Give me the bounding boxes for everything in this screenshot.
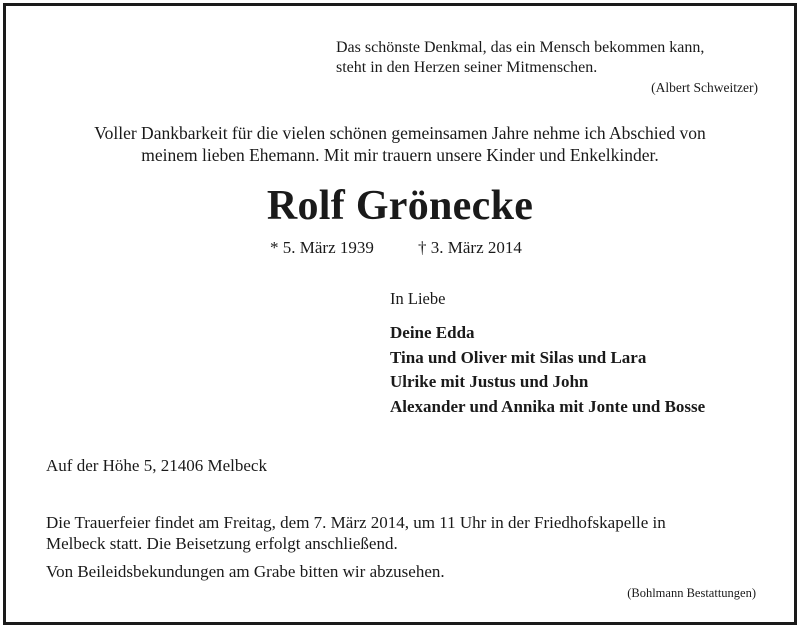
mourner-1: Deine Edda xyxy=(390,323,475,342)
quote-line-1: Das schönste Denkmal, das ein Mensch bekommen kann, xyxy=(336,39,705,56)
quote-line-2: steht in den Herzen seiner Mitmenschen. xyxy=(336,59,598,76)
greeting: In Liebe xyxy=(390,289,446,308)
mourner-3: Ulrike mit Justus und John xyxy=(390,372,589,391)
funeral-info-line-2: Melbeck statt. Die Beisetzung erfolgt anschließend. xyxy=(46,534,398,553)
quote-author: (Albert Schweitzer) xyxy=(651,80,758,95)
birth-date: * 5. März 1939 xyxy=(270,238,374,257)
obituary-notice xyxy=(3,3,797,625)
deceased-name: Rolf Grönecke xyxy=(266,183,534,229)
funeral-info-line-1: Die Trauerfeier findet am Freitag, dem 7. März 2014, um 11 Uhr in der Friedhofskapelle in xyxy=(46,513,666,532)
condolence-note: Von Beileidsbekundungen am Grabe bitten wir abzusehen. xyxy=(46,562,445,581)
death-date: † 3. März 2014 xyxy=(418,238,522,257)
address: Auf der Höhe 5, 21406 Melbeck xyxy=(46,456,267,475)
mourner-2: Tina und Oliver mit Silas und Lara xyxy=(390,348,647,367)
intro-line-2: meinem lieben Ehemann. Mit mir trauern unsere Kinder und Enkelkinder. xyxy=(141,145,659,165)
undertaker-credit: (Bohlmann Bestattungen) xyxy=(627,586,756,600)
mourner-4: Alexander und Annika mit Jonte und Bosse xyxy=(390,397,706,416)
intro-line-1: Voller Dankbarkeit für die vielen schönen gemeinsamen Jahre nehme ich Abschied von xyxy=(94,123,706,143)
